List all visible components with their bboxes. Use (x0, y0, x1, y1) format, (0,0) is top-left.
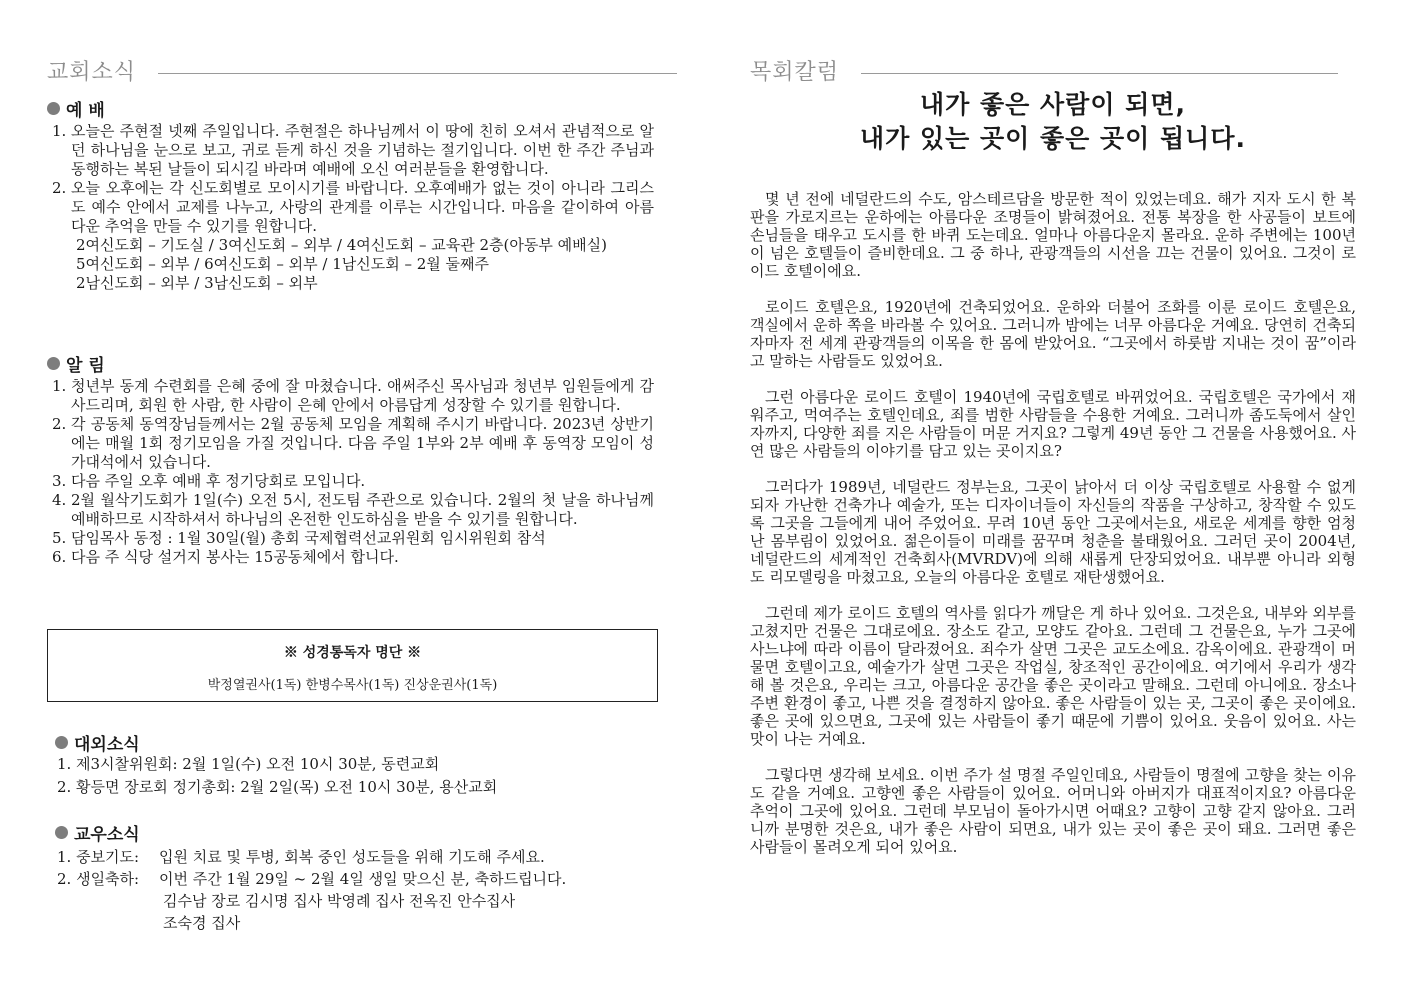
notices-heading (47, 351, 105, 376)
header-divider (861, 73, 1338, 74)
schedule-line: 2여신도회 – 기도실 / 3여신도회 – 외부 / 4여신도회 – 교육관 2층(아동부 예배실) (76, 236, 607, 254)
paragraph: 몇 년 전에 네덜란드의 수도, 암스테르담을 방문한 적이 있었는데요. 해가 지자 도시 한 복판을 가로지르는 운하에는 아름다운 조명들이 밝혀졌어요. 전통 복장을 한 사공들이 보트에 손님들을 태우고 도시를 한 바퀴 도는데요. 얼마나 아름다운지 몰라요. 운하 주변에는 100년이 넘은 호텔들이 즐비한데요. 그 중 하나, 관광객들의 시선을 끄는 건물이 있어요. 그것이 로이드 호텔이에요. (750, 190, 1356, 280)
section-title-pastor-column: 목회칼럼 (750, 60, 840, 85)
paragraph: 로이드 호텔은요, 1920년에 건축되었어요. 운하와 더불어 조화를 이룬 로이드 호텔은요, 객실에서 운하 쪽을 바라볼 수 있어요. 그러니까 밤에는 너무 아름다운 거예요. 당연히 건축되자마자 전 세계 관광객들의 이목을 한 몸에 받았어요. “그곳에서 하룻밤 지내는 것이 꿈”이라고 말하는 사람들도 있었어요. (750, 298, 1356, 370)
right-page-header (750, 55, 1338, 86)
list-item: 6. 다음 주 식당 설거지 봉사는 15공동체에서 합니다. (52, 548, 399, 566)
external-title: 대외소식 (74, 735, 140, 755)
external-list (52, 755, 652, 797)
notices-title: 알 림 (66, 356, 105, 376)
paragraph: 그렇다면 생각해 보세요. 이번 주가 설 명절 주일인데요, 사람들이 명절에 고향을 찾는 이유도 같을 거예요. 고향엔 좋은 사람들이 있어요. 어머니와 아버지가 대표적이지요? 아름다운 추억이 그곳에 있어요. 그런데 부모님이 돌아가시면 어때요? 고향이 고향 같지 않아요. 그러니까 분명한 것은요, 내가 좋은 사람이 되면요, 내가 있는 곳이 좋은 곳이 돼요. 그러면 좋은 사람들이 몰려오게 되어 있어요. (750, 766, 1356, 856)
bullet-dot-icon (47, 357, 60, 370)
readers-names: 박정열권사(1독) 한병수목사(1독) 진상운권사(1독) (207, 678, 498, 693)
notices-list (47, 377, 654, 567)
prayer-label: 1. 중보기도: (57, 848, 140, 866)
column-title: 내가 좋은 사람이 되면, 내가 있는 곳이 좋은 곳이 됩니다. (860, 90, 1246, 153)
schedule-line: 2남신도회 – 외부 / 3남신도회 – 외부 (76, 274, 318, 292)
birthday-text: 이번 주간 1월 29일 ~ 2월 4일 생일 맞으신 분, 축하드립니다. (159, 870, 567, 888)
list-item: 1. 오늘은 주현절 넷째 주일입니다. 주현절은 하나님께서 이 땅에 친히 오셔서 관념적으로 알던 하나님을 눈으로 보고, 귀로 듣게 하신 것을 기념하는 절기입니다. 이번 한 주간 주님과 동행하는 복된 날들이 되시길 바라며 예배에 오신 여러분들을 환영합니다. (52, 122, 654, 178)
header-divider (158, 73, 677, 74)
list-item: 5. 담임목사 동정 : 1월 30일(월) 총회 국제협력선교위원회 임시위원회 참석 (52, 529, 546, 547)
list-item: 4. 2월 월삭기도회가 1일(수) 오전 5시, 전도팀 주관으로 있습니다. 2월의 첫 날을 하나님께 예배하므로 시작하셔서 하나님의 온전한 인도하심을 받을 수 있기를 원합니다. (52, 491, 654, 528)
list-item: 2. 각 공동체 동역장님들께서는 2월 공동체 모임을 계획해 주시기 바랍니다. 2023년 상반기에는 매월 1회 정기모임을 가질 것입니다. 다음 주일 1부와 2부 예배 후 동역장 모임이 성가대석에서 있습니다. (52, 415, 654, 471)
schedule-line: 5여신도회 – 외부 / 6여신도회 – 외부 / 1남신도회 – 2월 둘째주 (76, 255, 490, 273)
external-heading (55, 730, 140, 755)
list-item: 2. 황등면 장로회 정기총회: 2월 2일(목) 오전 10시 30분, 용산교회 (57, 778, 498, 796)
birthday-names: 김수남 장로 김시명 집사 박영례 집사 전옥진 안수집사 (163, 892, 516, 910)
members-list (57, 846, 657, 934)
members-heading (55, 820, 140, 845)
section-title-church-news: 교회소식 (47, 60, 137, 85)
paragraph: 그런 아름다운 로이드 호텔이 1940년에 국립호텔로 바뀌었어요. 국립호텔은 국가에서 재워주고, 먹여주는 호텔인데요, 죄를 범한 사람들을 수용한 거예요. 그러니까 좀도둑에서 살인자까지, 다양한 죄를 지은 사람들이 머문 거지요? 그렇게 49년 동안 그 건물을 사용했어요. 사연 많은 사람들의 이야기를 담고 있는 곳이지요? (750, 388, 1356, 460)
bullet-dot-icon (55, 826, 68, 839)
worship-title: 예 배 (66, 101, 105, 121)
left-page-header (47, 55, 677, 86)
readers-title: ※ 성경통독자 명단 ※ (283, 645, 422, 661)
prayer-text: 입원 치료 및 투병, 회복 중인 성도들을 위해 기도해 주세요. (159, 848, 545, 866)
members-title: 교우소식 (74, 825, 140, 845)
worship-heading (47, 96, 105, 121)
bible-readers-box (47, 629, 658, 702)
list-item: 1. 제3시찰위원회: 2월 1일(수) 오전 10시 30분, 동련교회 (57, 755, 440, 773)
list-item (57, 868, 657, 890)
column-body (750, 190, 1356, 874)
bullet-dot-icon (55, 736, 68, 749)
worship-list (47, 122, 654, 293)
list-item: 2. 오늘 오후에는 각 신도회별로 모이시기를 바랍니다. 오후예배가 없는 것이 아니라 그리스도 예수 안에서 교제를 나누고, 사랑의 관계를 이루는 시간입니다. 마음을 같이하여 아름다운 추억을 만들 수 있기를 원합니다. (52, 179, 654, 235)
paragraph: 그런데 제가 로이드 호텔의 역사를 읽다가 깨달은 게 하나 있어요. 그것은요, 내부와 외부를 고쳤지만 건물은 그대로에요. 장소도 같고, 모양도 같아요. 그런데 그 건물은요, 누가 그곳에 사느냐에 따라 이름이 달라졌어요. 죄수가 살면 그곳은 교도소에요. 감옥이에요. 관광객이 머물면 호텔이고요, 예술가가 살면 그곳은 작업실, 창조적인 공간이에요. 여기에서 우리가 생각해 볼 것은요, 우리는 크고, 아름다운 공간을 좋은 곳이라고 말해요. 그런데 아니에요. 장소나 주변 환경이 좋고, 나쁜 것을 결정하지 않아요. 좋은 사람들이 있는 곳, 그곳이 좋은 곳이에요. 좋은 곳에 있으면요, 그곳에 있는 사람들이 좋기 때문에 기쁨이 있어요. 웃음이 있어요. 사는 맛이 나는 거예요. (750, 604, 1356, 748)
paragraph: 그러다가 1989년, 네덜란드 정부는요, 그곳이 낡아서 더 이상 국립호텔로 사용할 수 없게 되자 가난한 건축가나 예술가, 또는 디자이너들이 자신들의 작품을 구상하고, 창작할 수 있도록 그곳을 그들에게 내어 주었어요. 무려 10년 동안 그곳에서는요, 새로운 세계를 향한 엄청난 몸부림이 있었어요. 젊은이들이 미래를 꿈꾸며 청춘을 불태웠어요. 그러던 곳이 2004년, 네덜란드의 세계적인 건축회사(MVRDV)에 의해 새롭게 단장되었어요. 내부뿐 아니라 외형도 리모델링을 마쳤고요, 오늘의 아름다운 호텔로 재탄생했어요. (750, 478, 1356, 586)
list-item: 3. 다음 주일 오후 예배 후 정기당회로 모입니다. (52, 472, 366, 490)
birthday-names: 조숙경 집사 (163, 914, 241, 932)
list-item: 1. 청년부 동계 수련회를 은혜 중에 잘 마쳤습니다. 애써주신 목사님과 청년부 임원들에게 감사드리며, 회원 한 사람, 한 사람이 은혜 안에서 아름답게 성장할 수 있기를 원합니다. (52, 377, 654, 414)
list-item (57, 846, 657, 868)
birthday-label: 2. 생일축하: (57, 870, 140, 888)
bullet-dot-icon (47, 102, 60, 115)
